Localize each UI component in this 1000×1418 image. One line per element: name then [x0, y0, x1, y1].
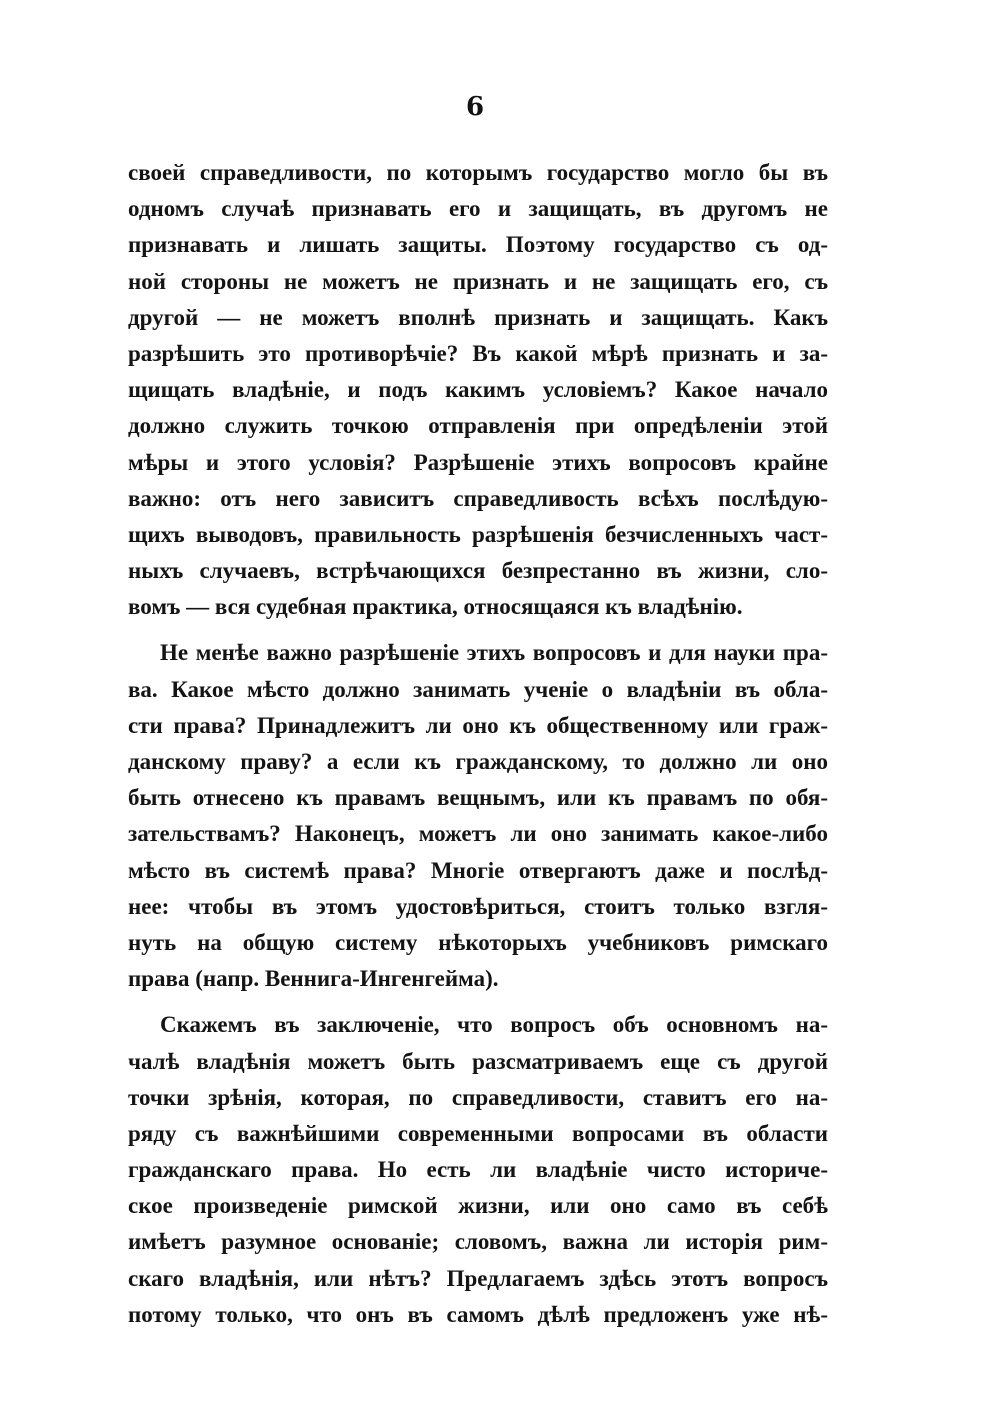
text-line: признавать и лишать защиты. Поэтому государство съ од-: [128, 232, 828, 258]
text-line: мѣры и этого условія? Разрѣшеніе этихъ вопросовъ крайне: [128, 449, 828, 475]
paragraph-gap: [128, 625, 828, 635]
text-line: скаго владѣнія, или нѣтъ? Предлагаемъ здѣсь этотъ вопросъ: [128, 1265, 828, 1291]
text-line: важно: отъ него зависитъ справедливость всѣхъ послѣдую-: [128, 485, 828, 511]
paragraph: [128, 1007, 828, 1333]
text-line: ныхъ случаевъ, встрѣчающихся безпрестанно въ жизни, сло-: [128, 558, 828, 584]
text-line: своей справедливости, по которымъ государство могло бы въ: [128, 160, 828, 185]
text-line: ряду съ важнѣйшими современными вопросами въ области: [128, 1120, 828, 1146]
text-line: быть отнесено къ правамъ вещнымъ, или къ правамъ по обя-: [128, 785, 828, 811]
page-number: 6: [465, 92, 485, 122]
text-line: должно служить точкою отправленія при опредѣленіи этой: [128, 413, 828, 439]
text-line: точки зрѣнія, которая, по справедливости, ставитъ его на-: [128, 1084, 828, 1110]
text-line: вомъ — вся судебная практика, относящаяся къ владѣнію.: [128, 594, 743, 620]
text-line: ва. Какое мѣсто должно занимать ученіе о владѣніи въ обла-: [128, 676, 828, 702]
text-line: чалѣ владѣнія можетъ быть разсматриваемъ еще съ другой: [128, 1048, 828, 1074]
text-line: Не менѣе важно разрѣшеніе этихъ вопросовъ и для науки пра-: [160, 640, 828, 666]
text-line: сти права? Принадлежитъ ли оно къ общественному или граж-: [128, 712, 828, 738]
text-line: мѣсто въ системѣ права? Многіе отвергаютъ даже и послѣд-: [128, 857, 828, 883]
text-line: ной стороны не можетъ не признать и не защищать его, съ: [128, 268, 828, 294]
text-line: данскому праву? а если къ гражданскому, то должно ли оно: [128, 749, 828, 774]
text-line: зательствамъ? Наконецъ, можетъ ли оно занимать какое-либо: [128, 821, 828, 847]
text-line: разрѣшить это противорѣчіе? Въ какой мѣрѣ признать и за-: [128, 340, 828, 366]
text-line: права (напр. Веннига-Ингенгейма).: [128, 966, 499, 992]
paragraph: [128, 155, 828, 625]
body-text: [128, 155, 828, 1333]
text-line: Скажемъ въ заключеніе, что вопросъ объ основномъ на-: [160, 1012, 828, 1038]
text-line: нуть на общую систему нѣкоторыхъ учебниковъ римскаго: [128, 929, 828, 955]
text-line: потому только, что онъ въ самомъ дѣлѣ предложенъ уже нѣ-: [128, 1301, 828, 1327]
text-line: гражданскаго права. Но есть ли владѣніе чисто историче-: [128, 1157, 828, 1183]
text-line: ское произведеніе римской жизни, или оно само въ себѣ: [128, 1193, 828, 1219]
text-line: нее: чтобы въ этомъ удостовѣриться, стоитъ только взгля-: [128, 893, 828, 919]
paragraph: [128, 635, 828, 997]
text-line: щихъ выводовъ, правильность разрѣшенія безчисленныхъ част-: [128, 521, 828, 547]
text-line: имѣетъ разумное основаніе; словомъ, важна ли исторія рим-: [128, 1229, 828, 1255]
paragraph-gap: [128, 997, 828, 1007]
text-line: щищать владѣніе, и подъ какимъ условіемъ? Какое начало: [128, 377, 828, 403]
text-line: одномъ случаѣ признавать его и защищать, въ другомъ не: [128, 196, 828, 222]
text-line: другой — не можетъ вполнѣ признать и защищать. Какъ: [128, 304, 828, 330]
